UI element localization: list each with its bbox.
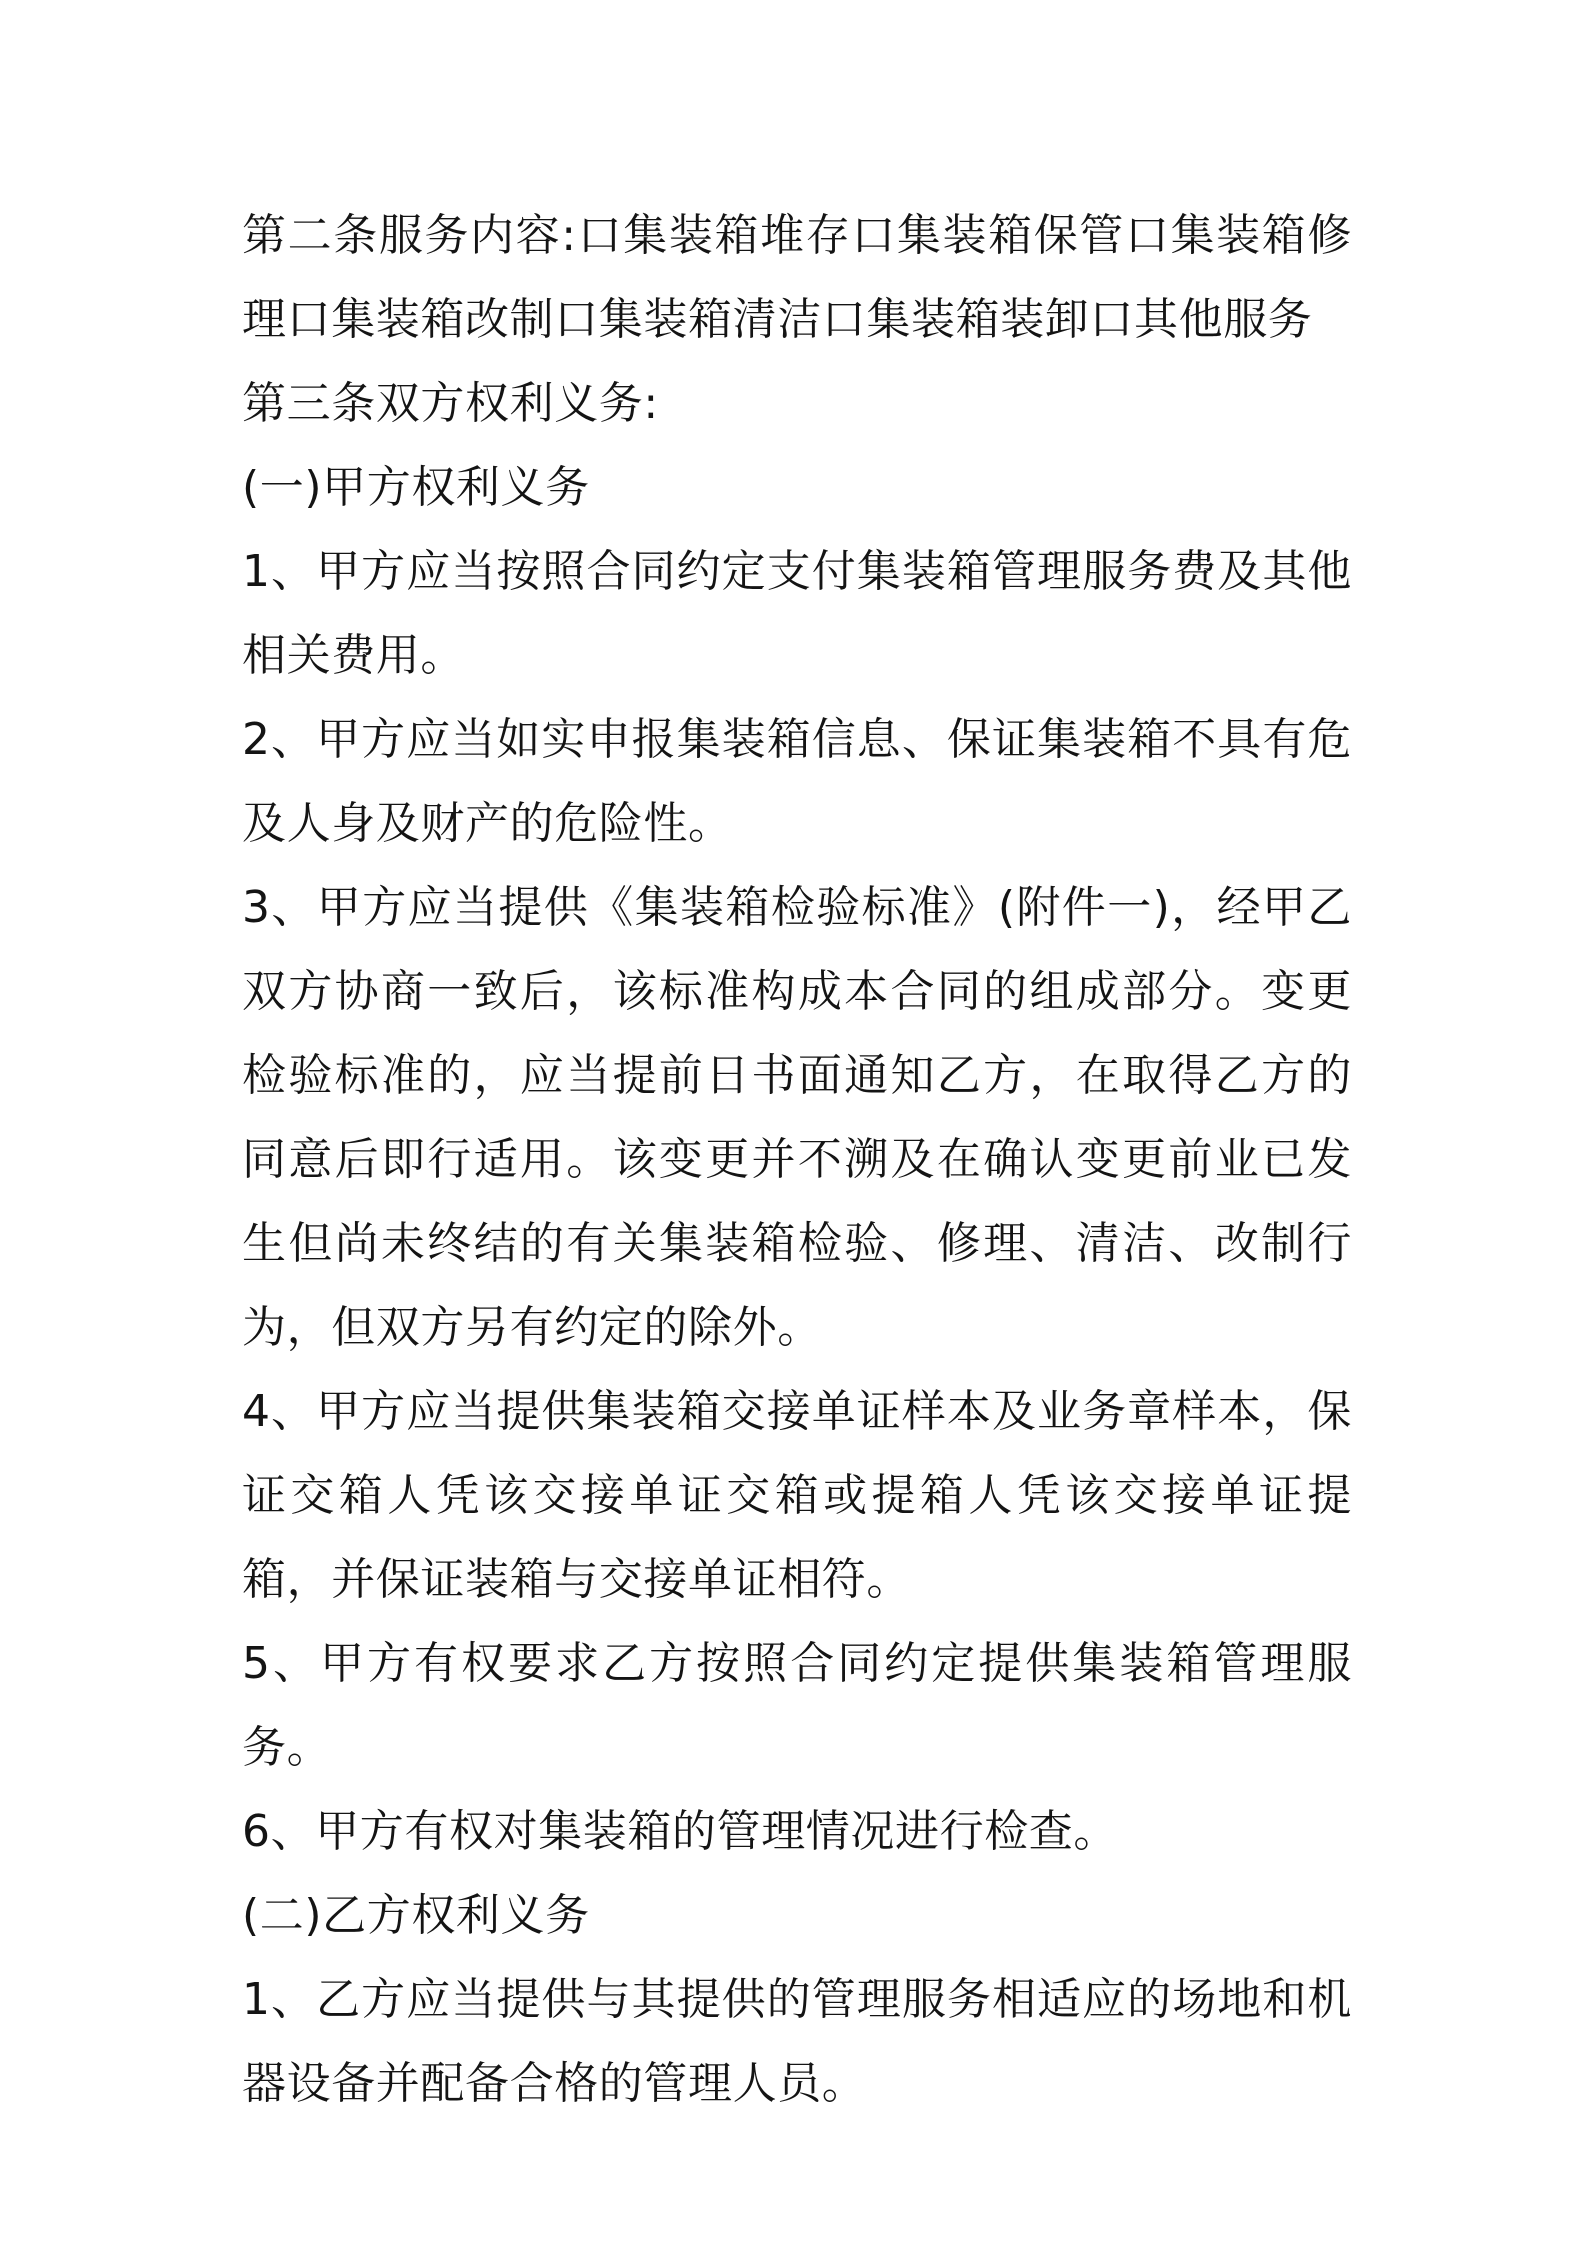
document-body	[242, 194, 1352, 2126]
party-a-item-3: 3、甲方应当提供《集装箱检验标准》(附件一)，经甲乙双方协商一致后，该标准构成本合同的组成部分。变更检验标准的，应当提前日书面通知乙方，在取得乙方的同意后即行适用。该变更并不溯及在确认变更前业已发生但尚未终结的有关集装箱检验、修理、清洁、改制行为，但双方另有约定的除外。	[242, 882, 1352, 1353]
party-a-item-2: 2、甲方应当如实申报集装箱信息、保证集装箱不具有危及人身及财产的危险性。	[242, 714, 1352, 849]
party-b-item-1: 1、乙方应当提供与其提供的管理服务相适应的场地和机器设备并配备合格的管理人员。	[242, 1974, 1352, 2109]
party-a-item-4: 4、甲方应当提供集装箱交接单证样本及业务章样本，保证交箱人凭该交接单证交箱或提箱人凭该交接单证提箱，并保证装箱与交接单证相符。	[242, 1386, 1352, 1605]
clause-3-heading: 第三条双方权利义务:	[242, 378, 659, 429]
party-a-heading: (一)甲方权利义务	[242, 462, 590, 513]
party-b-heading: (二)乙方权利义务	[242, 1890, 590, 1941]
clause-2-service-content: 第二条服务内容:口集装箱堆存口集装箱保管口集装箱修理口集装箱改制口集装箱清洁口集装箱装卸口其他服务	[242, 210, 1352, 345]
party-a-item-6: 6、甲方有权对集装箱的管理情况进行检查。	[242, 1806, 1118, 1857]
party-a-item-5: 5、甲方有权要求乙方按照合同约定提供集装箱管理服务。	[242, 1638, 1352, 1773]
party-a-item-1: 1、甲方应当按照合同约定支付集装箱管理服务费及其他相关费用。	[242, 546, 1352, 681]
